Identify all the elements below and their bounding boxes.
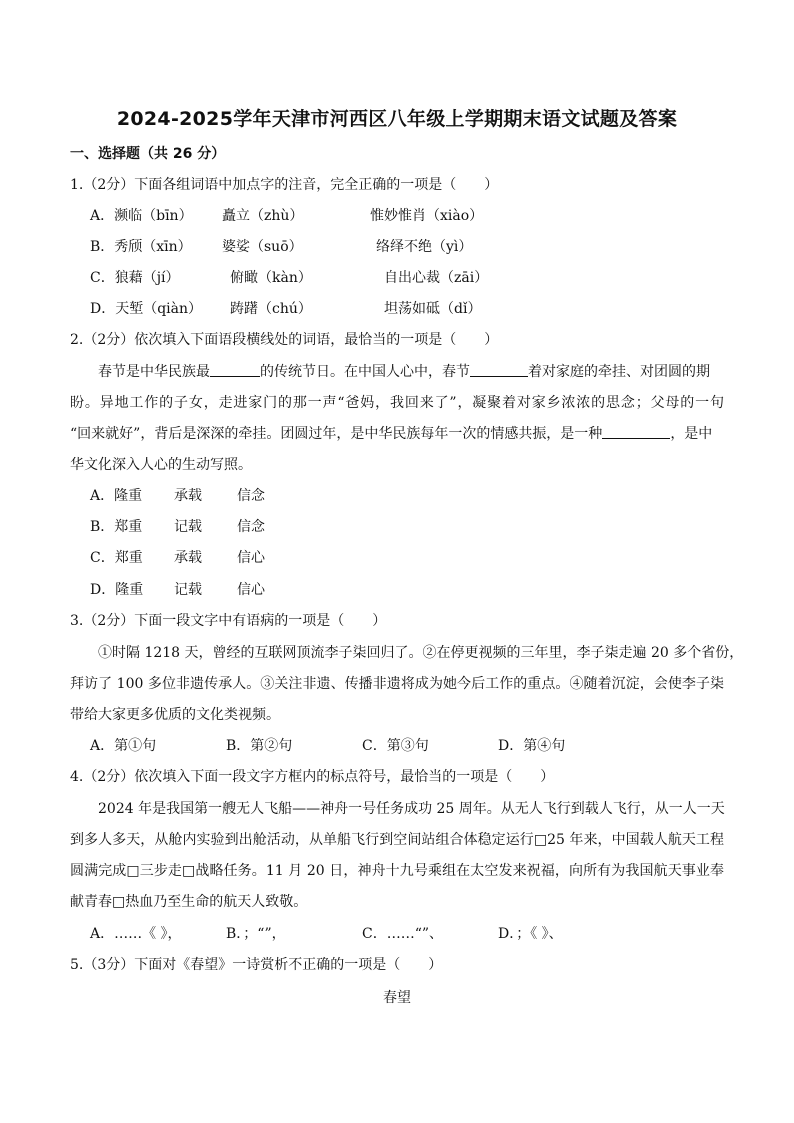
q1-option-a-2: 矗立（zhù） bbox=[222, 208, 304, 224]
question-5-stem: 5.（3分）下面对《春望》一诗赏析不正确的一项是（ ） bbox=[70, 957, 443, 973]
q2-passage-line-2: 盼。异地工作的子女，走进家门的那一声“爸妈，我回来了”，凝聚着对家乡浓浓的思念；父母的一句 bbox=[70, 395, 724, 411]
q2-option-b-1: B．郑重 bbox=[90, 519, 143, 535]
question-1-stem: 1.（2分）下面各组词语中加点字的注音，完全正确的一项是（ ） bbox=[70, 177, 499, 193]
q2-option-b-3: 信念 bbox=[237, 519, 265, 535]
q2-option-b-2: 记载 bbox=[174, 519, 202, 535]
q4-passage-line-1: 2024 年是我国第一艘无人飞船——神舟一号任务成功 25 周年。从无人飞行到载人飞行，从一人一天 bbox=[98, 801, 725, 817]
q2-option-d-1: D．隆重 bbox=[90, 582, 144, 598]
q1-option-b-3: 络绎不绝（yì） bbox=[376, 239, 473, 255]
q2-option-c-1: C．郑重 bbox=[90, 550, 143, 566]
q3-option-a: A．第①句 bbox=[90, 738, 157, 754]
q1-option-d-2: 踌躇（chú） bbox=[230, 301, 312, 317]
q2-passage-text: “回来就好”，背后是深深的牵挂。团圆过年，是中华民族每年一次的情感共振，是一种 bbox=[70, 426, 603, 442]
answer-blank bbox=[602, 424, 670, 439]
q2-option-c-2: 承载 bbox=[174, 550, 202, 566]
q2-option-a-2: 承载 bbox=[174, 488, 202, 504]
q1-option-c-3: 自出心裁（zāi） bbox=[384, 270, 489, 286]
q2-option-a-3: 信念 bbox=[237, 488, 265, 504]
q3-option-d: D．第④句 bbox=[498, 738, 566, 754]
q1-option-c-1: C．狼藉（jí） bbox=[90, 270, 180, 286]
q1-option-b-2: 婆娑（suō） bbox=[222, 239, 303, 255]
q4-passage-line-2: 到多人多天，从舱内实验到出舱活动，从单船飞行到空间站组合体稳定运行□25 年来，中国载人航天工程 bbox=[70, 832, 724, 848]
q4-passage-line-3: 圆满完成□三步走□战略任务。11 月 20 日，神舟十九号乘组在太空发来祝福，向所有为我国航天事业奉 bbox=[70, 863, 724, 879]
q1-option-a-3: 惟妙惟肖（xiào） bbox=[370, 208, 484, 224]
q2-passage-text: 着对家庭的牵挂、对团圆的期 bbox=[528, 364, 710, 380]
q2-passage-text: ，是中 bbox=[670, 426, 713, 442]
q2-option-d-3: 信心 bbox=[237, 582, 265, 598]
q2-passage-text: 春节是中华民族最 bbox=[98, 364, 210, 380]
section-heading: 一、选择题（共 26 分） bbox=[70, 146, 226, 162]
answer-blank bbox=[210, 362, 260, 377]
q1-option-d-3: 坦荡如砥（dǐ） bbox=[384, 301, 482, 317]
q2-passage-line-4: 华文化深入人心的生动写照。 bbox=[70, 457, 252, 473]
q1-option-c-2: 俯瞰（kàn） bbox=[230, 270, 312, 286]
q3-option-b: B．第②句 bbox=[226, 738, 293, 754]
question-2-stem: 2.（2分）依次填入下面语段横线处的词语，最恰当的一项是（ ） bbox=[70, 332, 499, 348]
q2-option-c-3: 信心 bbox=[237, 550, 265, 566]
poem-title: 春望 bbox=[383, 990, 411, 1006]
q4-option-b: B．；“”， bbox=[226, 926, 286, 942]
question-3-stem: 3.（2分）下面一段文字中有语病的一项是（ ） bbox=[70, 613, 387, 629]
q3-option-c: C．第③句 bbox=[362, 738, 429, 754]
q1-option-d-1: D．天堑（qiàn） bbox=[90, 301, 203, 317]
question-4-stem: 4.（2分）依次填入下面一段文字方框内的标点符号，最恰当的一项是（ ） bbox=[70, 769, 555, 785]
q1-option-b-1: B．秀颀（xīn） bbox=[90, 239, 192, 255]
q2-passage-line-3 bbox=[70, 424, 724, 444]
answer-blank bbox=[470, 362, 528, 377]
page-title: 2024-2025学年天津市河西区八年级上学期期末语文试题及答案 bbox=[116, 108, 678, 130]
q3-passage-line-1: ①时隔 1218 天，曾经的互联网顶流李子柒回归了。②在停更视频的三年里，李子柒走遍 20 多个省份， bbox=[98, 645, 744, 661]
q4-option-c: C．……“”、 bbox=[362, 926, 444, 942]
q2-option-a-1: A．隆重 bbox=[90, 488, 143, 504]
q3-passage-line-3: 带给大家更多优质的文化类视频。 bbox=[70, 707, 280, 723]
q2-passage-text: 的传统节日。在中国人心中，春节 bbox=[260, 364, 470, 380]
q2-option-d-2: 记载 bbox=[174, 582, 202, 598]
q3-passage-line-2: 拜访了 100 多位非遗传承人。③关注非遗、传播非遗将成为她今后工作的重点。④随着沉淀，会使李子柒 bbox=[70, 676, 724, 692]
q2-passage-line-1 bbox=[98, 362, 724, 382]
q4-option-d: D．；《 》、 bbox=[498, 926, 563, 942]
q4-passage-line-4: 献青春□热血乃至生命的航天人致敬。 bbox=[70, 894, 308, 910]
q4-option-a: A．……《 》， bbox=[90, 926, 182, 942]
q1-option-a-1: A．濒临（bīn） bbox=[90, 208, 193, 224]
